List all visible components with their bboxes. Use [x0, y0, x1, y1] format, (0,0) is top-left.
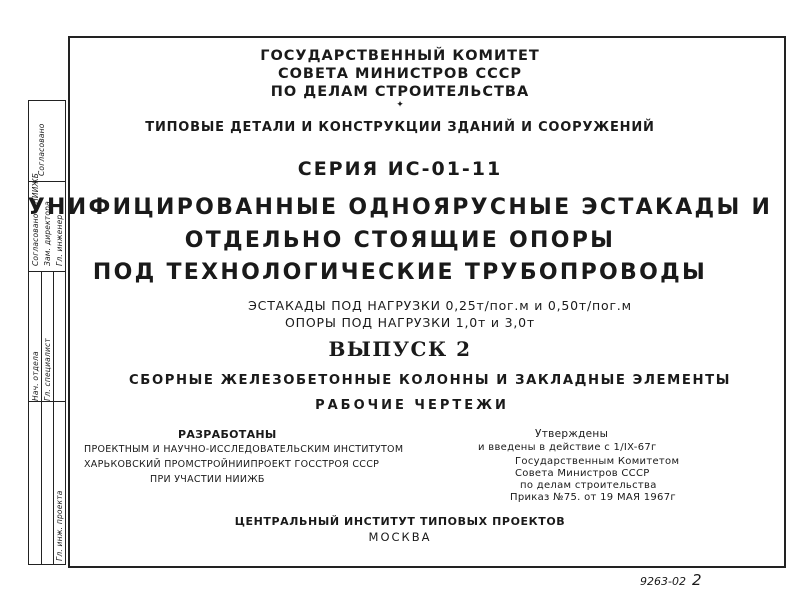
- developed-line-2: ХАРЬКОВСКИЙ ПРОМСТРОЙНИИПРОЕКТ ГОССТРОЯ СССР: [84, 459, 380, 470]
- star-icon: ✦: [396, 100, 404, 110]
- developed-heading: РАЗРАБОТАНЫ: [178, 428, 277, 441]
- stamp-text: Зам. директора: [43, 201, 52, 266]
- main-title-line-2: ОТДЕЛЬНО СТОЯЩИЕ ОПОРЫ: [184, 228, 616, 253]
- stamp-text: Согласовано с НИИЖБ: [31, 172, 40, 266]
- main-title-line-3: ПОД ТЕХНОЛОГИЧЕСКИЕ ТРУБОПРОВОДЫ: [92, 260, 708, 285]
- org-line-1: ГОСУДАРСТВЕННЫЙ КОМИТЕТ: [260, 48, 540, 64]
- main-title-line-1: УНИФИЦИРОВАННЫЕ ОДНОЯРУСНЫЕ ЭСТАКАДЫ И: [27, 195, 773, 220]
- approved-line-5: по делам строительства: [520, 480, 657, 491]
- org-line-2: СОВЕТА МИНИСТРОВ СССР: [277, 66, 523, 82]
- publisher-institute: ЦЕНТРАЛЬНЫЙ ИНСТИТУТ ТИПОВЫХ ПРОЕКТОВ: [234, 515, 566, 528]
- loads-line-2: ОПОРЫ ПОД НАГРУЗКИ 1,0т и 3,0т: [285, 315, 535, 330]
- approved-line-3: Государственным Комитетом: [515, 456, 680, 467]
- issue-number: ВЫПУСК 2: [328, 337, 472, 361]
- approved-line-2: и введены в действие с 1/IX-67г: [478, 442, 657, 453]
- stamp-text: Нач. отдела: [31, 351, 40, 401]
- approved-line-6: Приказ №75. от 19 МАЯ 1967г: [510, 492, 676, 503]
- stamp-text: Гл. инж. проекта: [55, 490, 64, 561]
- working-drawings-label: РАБОЧИЕ ЧЕРТЕЖИ: [315, 398, 509, 413]
- series-label: СЕРИЯ ИС-01-11: [297, 158, 503, 180]
- stamp-text: Гл. инженер: [55, 214, 64, 266]
- elements-title: СБОРНЫЕ ЖЕЛЕЗОБЕТОННЫЕ КОЛОННЫ И ЗАКЛАДНЫЕ ЭЛЕМЕНТЫ: [129, 373, 731, 388]
- doc-number-text: 9263-02: [640, 575, 686, 588]
- approved-line-4: Совета Министров СССР: [515, 468, 650, 479]
- developed-line-3: ПРИ УЧАСТИИ НИИЖБ: [150, 474, 265, 485]
- stamp-text: Гл. специалист: [43, 338, 52, 401]
- developed-line-1: ПРОЕКТНЫМ И НАУЧНО-ИССЛЕДОВАТЕЛЬСКИМ ИНСТИТУТОМ: [84, 444, 404, 455]
- stamp-text: Согласовано: [37, 123, 46, 176]
- publisher-city: МОСКВА: [368, 530, 432, 544]
- document-number: [640, 571, 702, 589]
- approved-line-1: Утверждены: [535, 428, 609, 440]
- page-number: 2: [691, 571, 702, 589]
- org-line-3: ПО ДЕЛАМ СТРОИТЕЛЬСТВА: [270, 84, 530, 100]
- catalog-subtitle: ТИПОВЫЕ ДЕТАЛИ И КОНСТРУКЦИИ ЗДАНИЙ И СООРУЖЕНИЙ: [145, 120, 655, 135]
- loads-line-1: ЭСТАКАДЫ ПОД НАГРУЗКИ 0,25т/пог.м и 0,50т/пог.м: [248, 298, 632, 313]
